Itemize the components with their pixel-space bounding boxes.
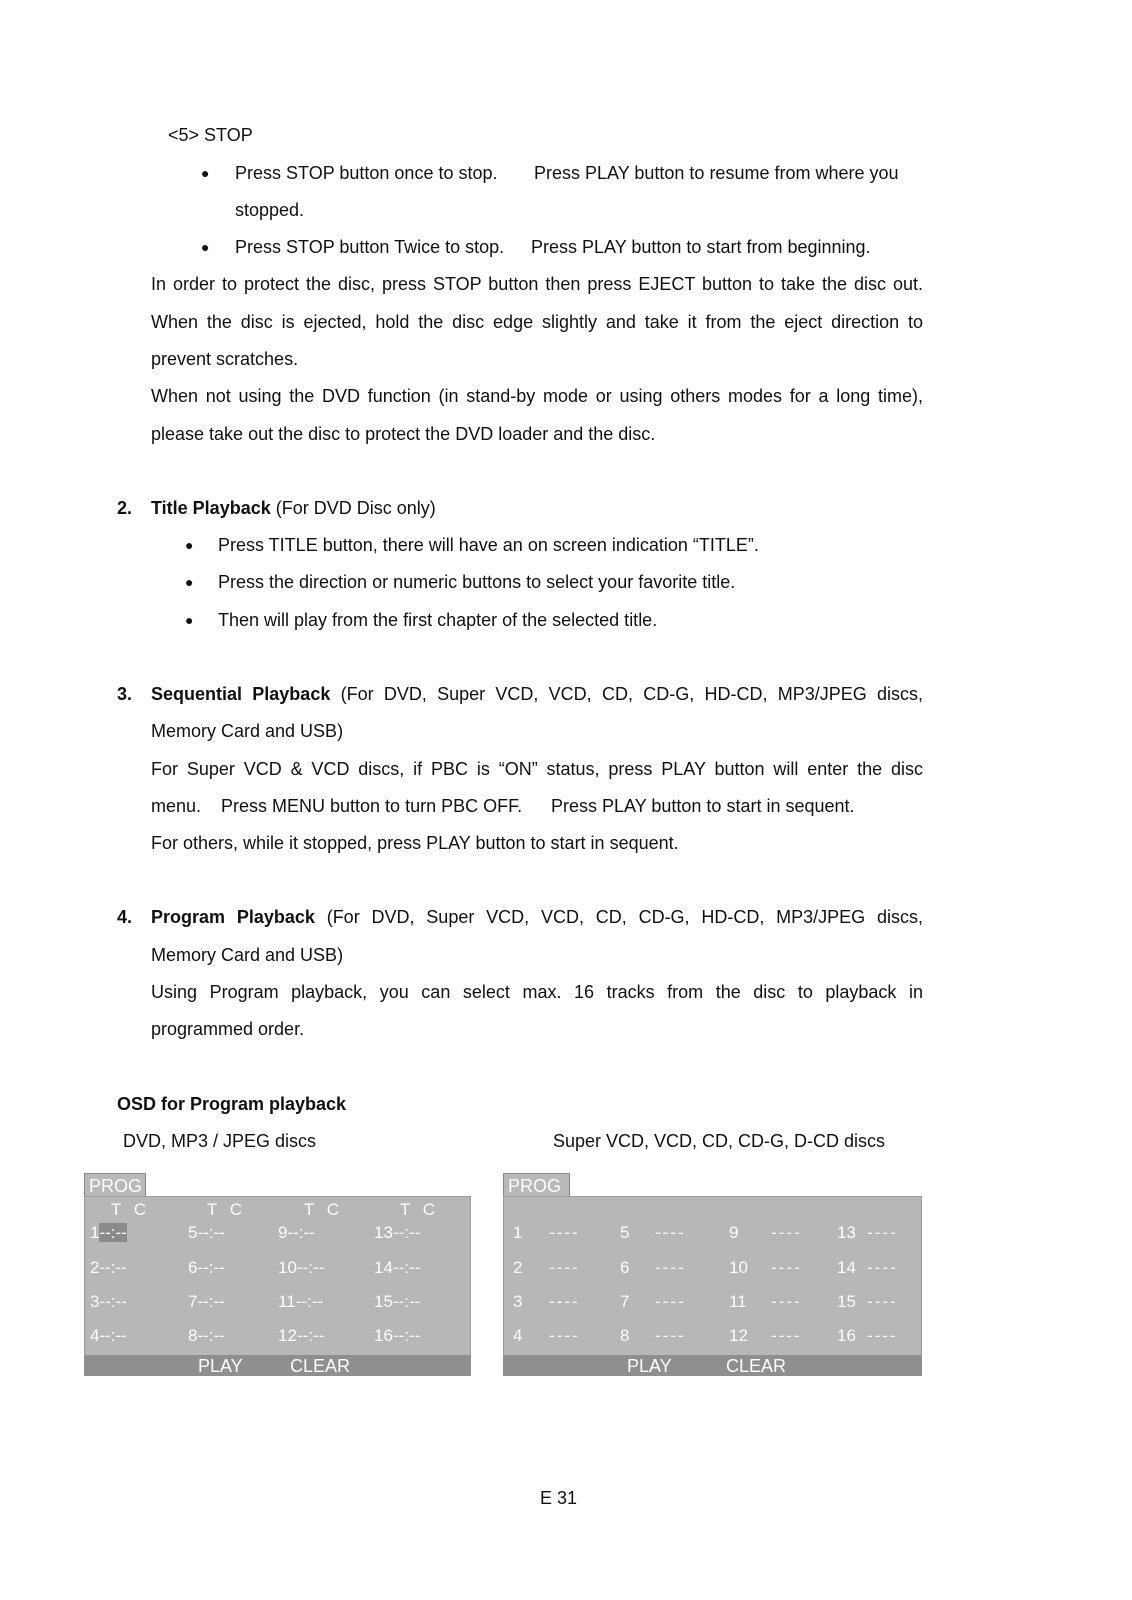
slot-number: 7 [620, 1292, 630, 1311]
section4-heading [151, 906, 923, 928]
program-slot[interactable] [188, 1326, 225, 1346]
column-header: T C [400, 1200, 436, 1219]
program-slot[interactable]: ---- [867, 1326, 898, 1345]
program-slot[interactable]: ---- [655, 1258, 686, 1277]
stop-bullet2-b: Press PLAY button to start from beginning. [531, 237, 871, 257]
section4-number: 4. [117, 907, 133, 927]
slot-number: 13 [837, 1223, 856, 1242]
osd-dvd-panel [84, 1173, 471, 1376]
program-slot[interactable] [278, 1223, 315, 1243]
section2-bullet: Then will play from the first chapter of the selected title. [218, 610, 658, 630]
program-slot[interactable] [278, 1258, 324, 1278]
slot-value: --:-- [392, 1223, 421, 1242]
slot-number: 8 [620, 1326, 630, 1345]
slot-number: 1 [513, 1223, 523, 1242]
play-button[interactable]: PLAY [627, 1356, 672, 1376]
play-button[interactable]: PLAY [198, 1356, 243, 1376]
slot-number: 1 [90, 1223, 100, 1242]
program-slot[interactable]: ---- [867, 1292, 898, 1311]
program-slot[interactable]: ---- [655, 1223, 686, 1242]
bullet-dot: ● [185, 574, 194, 590]
stop-para2-line1: When not using the DVD function (in stand-by mode or using others modes for a long time), [151, 386, 923, 406]
slot-number: 12 [278, 1326, 297, 1345]
section2-note: (For DVD Disc only) [270, 498, 436, 518]
slot-value: --:-- [197, 1292, 225, 1311]
stop-para1-line3: prevent scratches. [151, 349, 299, 369]
slot-number: 3 [513, 1292, 523, 1311]
slot-number: 15 [837, 1292, 856, 1311]
program-slot[interactable] [188, 1223, 225, 1243]
program-slot[interactable]: ---- [771, 1326, 802, 1345]
section3-note: (For DVD, Super VCD, VCD, CD, CD-G, HD-CD, MP3/JPEG discs, [330, 684, 923, 704]
program-slot[interactable] [374, 1292, 420, 1312]
slot-value: --:-- [99, 1258, 127, 1277]
section4-title: Program Playback [151, 907, 315, 927]
program-slot[interactable]: ---- [867, 1258, 898, 1277]
prog-tab: PROG [84, 1173, 146, 1198]
section4-line3: Using Program playback, you can select max. 16 tracks from the disc to playback in [151, 982, 923, 1002]
slot-number: 13 [374, 1223, 393, 1242]
slot-number: 6 [188, 1258, 198, 1277]
slot-number: 6 [620, 1258, 630, 1277]
program-slot[interactable] [90, 1258, 127, 1278]
clear-button[interactable]: CLEAR [726, 1356, 787, 1376]
program-slot[interactable] [90, 1223, 127, 1243]
stop-bullet1-b: Press PLAY button to resume from where you [534, 163, 899, 183]
slot-value: --:-- [197, 1223, 225, 1242]
slot-number: 12 [729, 1326, 748, 1345]
section3-number: 3. [117, 684, 133, 704]
section4-note: (For DVD, Super VCD, VCD, CD, CD-G, HD-CD, MP3/JPEG discs, [314, 907, 924, 927]
slot-number: 11 [278, 1292, 296, 1311]
program-slot[interactable]: ---- [549, 1223, 580, 1242]
slot-value: --:-- [99, 1292, 127, 1311]
stop-bullet1-line2: stopped. [235, 200, 305, 220]
prog-tab: PROG [503, 1173, 570, 1198]
osd-cd-bar [503, 1355, 922, 1376]
program-slot[interactable]: ---- [549, 1292, 580, 1311]
slot-number: 14 [374, 1258, 393, 1277]
slot-number: 8 [188, 1326, 198, 1345]
program-slot[interactable] [188, 1292, 225, 1312]
slot-value: --:-- [296, 1258, 325, 1277]
section3-line3: For Super VCD & VCD discs, if PBC is “ON” status, press PLAY button will enter the disc [151, 759, 923, 779]
program-slot[interactable]: ---- [867, 1223, 898, 1242]
section2-bullet: Press TITLE button, there will have an on screen indication “TITLE”. [218, 535, 759, 555]
section3-line4-c: Press PLAY button to start in sequent. [551, 796, 855, 816]
section2-bullet: Press the direction or numeric buttons to select your favorite title. [218, 572, 736, 592]
section3-line5: For others, while it stopped, press PLAY button to start in sequent. [151, 833, 679, 853]
program-slot[interactable] [90, 1292, 127, 1312]
program-slot[interactable]: ---- [771, 1258, 802, 1277]
section2-title: Title Playback [151, 498, 271, 518]
program-slot[interactable] [188, 1258, 225, 1278]
slot-number: 11 [729, 1292, 747, 1311]
slot-value: --:-- [99, 1223, 127, 1242]
slot-number: 4 [90, 1326, 100, 1345]
osd-cd-panel [503, 1173, 922, 1376]
bullet-dot: ● [185, 537, 194, 553]
slot-number: 10 [729, 1258, 748, 1277]
slot-value: --:-- [392, 1258, 421, 1277]
slot-value: --:-- [392, 1292, 421, 1311]
program-slot[interactable]: ---- [549, 1326, 580, 1345]
program-slot[interactable] [278, 1292, 323, 1312]
stop-para2-line2: please take out the disc to protect the DVD loader and the disc. [151, 424, 656, 444]
column-header: T C [207, 1200, 243, 1219]
slot-number: 10 [278, 1258, 297, 1277]
program-slot[interactable] [278, 1326, 324, 1346]
slot-value: --:-- [287, 1223, 315, 1242]
slot-number: 4 [513, 1326, 523, 1345]
slot-number: 16 [374, 1326, 393, 1345]
slot-number: 2 [90, 1258, 100, 1277]
program-slot[interactable]: ---- [771, 1292, 802, 1311]
slot-number: 7 [188, 1292, 198, 1311]
section3-heading [151, 683, 923, 705]
osd-left-caption: DVD, MP3 / JPEG discs [123, 1131, 317, 1151]
section3-line4-b: Press MENU button to turn PBC OFF. [221, 796, 523, 816]
osd-right-caption: Super VCD, VCD, CD, CD-G, D-CD discs [553, 1131, 886, 1151]
osd-dvd-bar [84, 1355, 471, 1376]
stop-bullet1-a: Press STOP button once to stop. [235, 163, 498, 183]
section2-number: 2. [117, 498, 133, 518]
slot-number: 2 [513, 1258, 523, 1277]
bullet-dot: ● [185, 612, 194, 628]
section4-line4: programmed order. [151, 1019, 305, 1039]
bullet-dot: ● [201, 239, 210, 255]
column-header: T C [111, 1200, 147, 1219]
column-header: T C [304, 1200, 340, 1219]
slot-number: 15 [374, 1292, 393, 1311]
slot-value: --:-- [296, 1326, 325, 1345]
section4-line2: Memory Card and USB) [151, 945, 344, 965]
stop-heading: <5> STOP [168, 125, 253, 145]
section3-line2: Memory Card and USB) [151, 721, 344, 741]
slot-number: 5 [620, 1223, 630, 1242]
slot-value: --:-- [392, 1326, 421, 1345]
clear-button[interactable]: CLEAR [290, 1356, 351, 1376]
slot-number: 16 [837, 1326, 856, 1345]
section3-line4-a: menu. [151, 796, 202, 816]
slot-number: 9 [729, 1223, 739, 1242]
program-slot[interactable]: ---- [655, 1326, 686, 1345]
stop-para1-line2: When the disc is ejected, hold the disc edge slightly and take it from the eject direction to [151, 312, 923, 332]
program-slot[interactable] [374, 1258, 420, 1278]
bullet-dot: ● [201, 165, 210, 181]
slot-value: --:-- [99, 1326, 127, 1345]
section2-heading [151, 497, 436, 519]
page-number: E 31 [540, 1488, 578, 1508]
slot-number: 5 [188, 1223, 198, 1242]
program-slot[interactable] [90, 1326, 127, 1346]
stop-para1-line1: In order to protect the disc, press STOP button then press EJECT button to take the disc out. [151, 274, 923, 294]
stop-bullet2-a: Press STOP button Twice to stop. [235, 237, 505, 257]
slot-value: --:-- [295, 1292, 324, 1311]
program-slot[interactable] [374, 1326, 420, 1346]
program-slot[interactable]: ---- [655, 1292, 686, 1311]
program-slot[interactable] [374, 1223, 420, 1243]
slot-value: --:-- [197, 1258, 225, 1277]
slot-value: --:-- [197, 1326, 225, 1345]
program-slot[interactable]: ---- [549, 1258, 580, 1277]
slot-number: 14 [837, 1258, 856, 1277]
section3-title: Sequential Playback [151, 684, 331, 704]
slot-number: 3 [90, 1292, 100, 1311]
slot-number: 9 [278, 1223, 288, 1242]
program-slot[interactable]: ---- [771, 1223, 802, 1242]
osd-heading: OSD for Program playback [117, 1094, 347, 1114]
